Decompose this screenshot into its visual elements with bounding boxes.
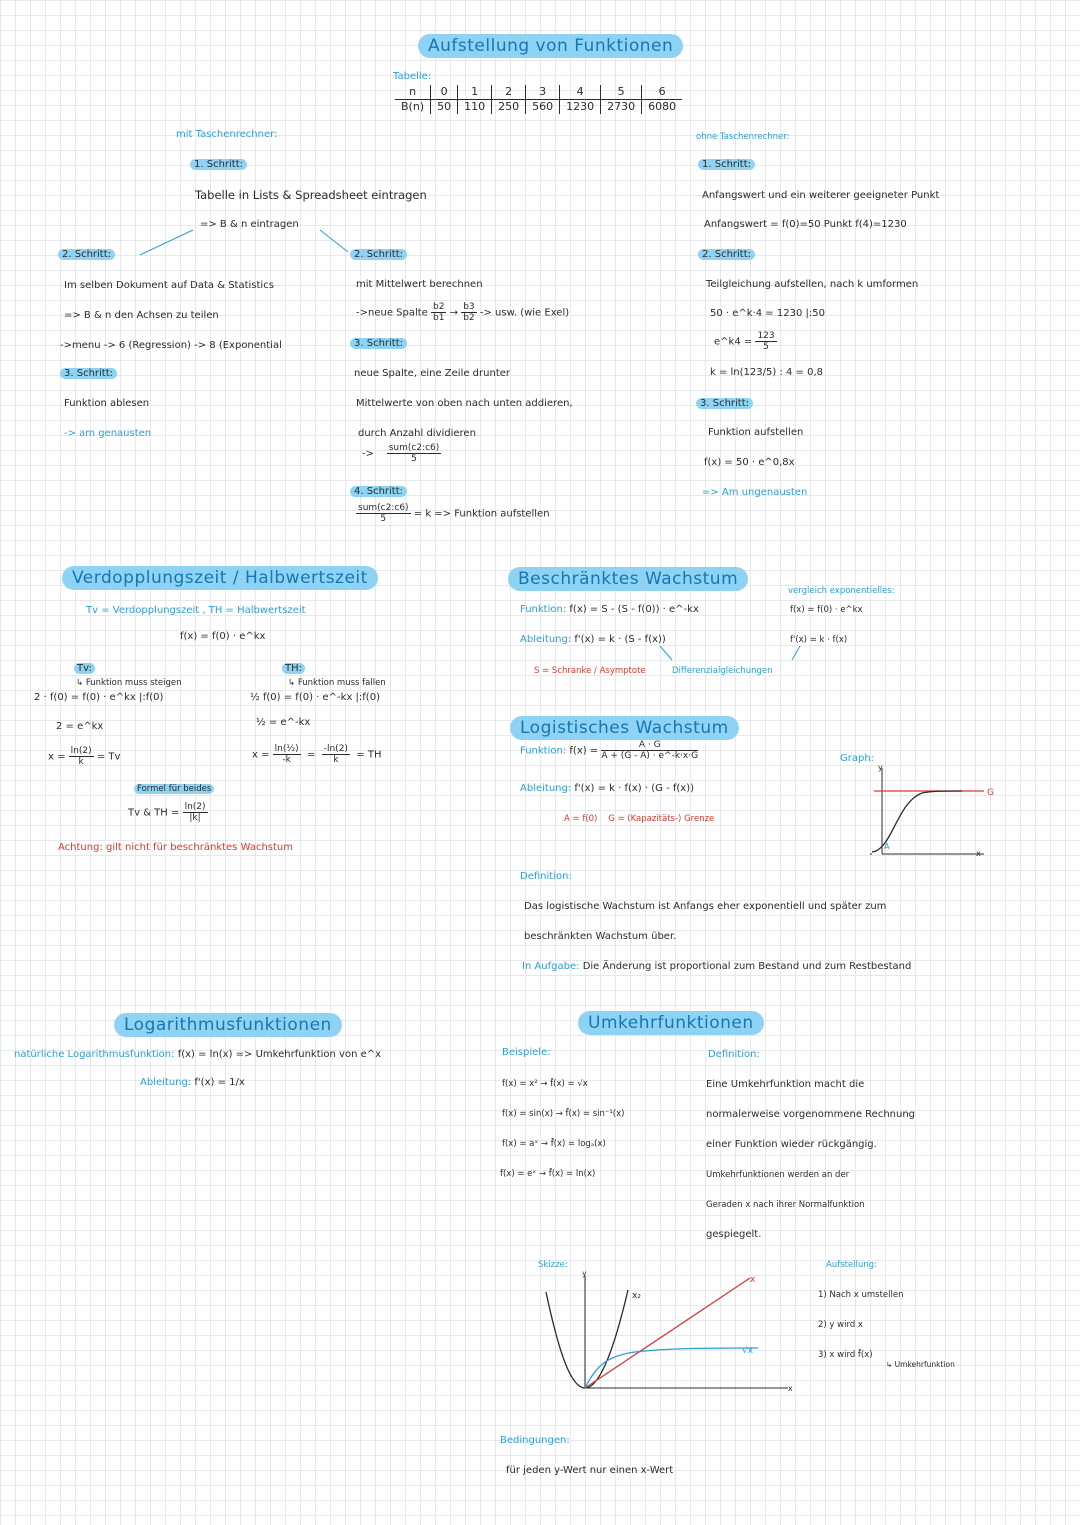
skizze-label: Skizze:	[538, 1260, 568, 1270]
title-logarithmus: Logarithmusfunktionen	[114, 1013, 342, 1037]
fraction: $\frac{\text{ln(½)}}{-k}$	[274, 744, 299, 765]
mit-label: mit Taschenrechner:	[176, 129, 278, 140]
text-line: einer Funktion wieder rückgängig.	[706, 1139, 877, 1150]
text-line: Funktion ablesen	[64, 398, 150, 409]
text-line: f(x) = 50 · e^0,8x	[704, 457, 795, 468]
text-line: 2 = e^kx	[56, 721, 104, 732]
text-line: $\frac{\text{sum(c2:c6)}}{5}$ = k => Funktion aufstellen	[358, 503, 550, 524]
cell: 4	[560, 85, 601, 100]
text-line: f(x) = eˣ → f̄(x) = ln(x)	[500, 1169, 596, 1179]
text-line: f(x) = x² → f̄(x) = √x	[502, 1079, 588, 1089]
text-line: durch Anzahl dividieren	[358, 428, 476, 439]
text-line: => Am ungenausten	[702, 487, 808, 498]
text-line: ↳ Funktion muss steigen	[76, 678, 182, 688]
cell: 2	[492, 85, 526, 100]
text-line: Funktion: f(x) = S - (S - f(0)) · e^-kx	[520, 604, 699, 615]
text-line: Eine Umkehrfunktion macht die	[706, 1079, 865, 1090]
cell: 1	[458, 85, 492, 100]
cell: 110	[458, 100, 492, 115]
fraction: $\frac{-\ln(2)}{k}$	[323, 744, 348, 765]
mit-s1-text: Tabelle in Lists & Spreadsheet eintragen	[195, 188, 427, 202]
text-line: ↳ Funktion muss fallen	[288, 678, 386, 688]
text-line: ->neue Spalte $\frac{b2}{b1}$ → $\frac{b3}{b2}$ -> usw. (wie Exel)	[356, 302, 570, 323]
text-line: x = $\frac{\ln(2)}{k}$ = Tv	[48, 746, 121, 767]
text-line: 2) y wird x	[818, 1320, 863, 1330]
text-line: f(x) = f(0) · e^kx	[180, 631, 266, 642]
cell: 250	[492, 100, 526, 115]
title-umkehr: Umkehrfunktionen	[578, 1011, 764, 1035]
fraction: $\frac{b3}{b2}$	[463, 302, 475, 323]
fraction: $\frac{\ln(2)}{|k|}$	[184, 802, 206, 823]
text-line: Geraden x nach ihrer Normalfunktion	[706, 1200, 865, 1210]
beispiele-label: Beispiele:	[502, 1047, 551, 1058]
text-line: ->menu -> 6 (Regression) -> 8 (Exponential	[60, 340, 282, 351]
tabelle-label: Tabelle:	[393, 71, 432, 82]
cell: 6	[642, 85, 683, 100]
step-badge: Formel für beides	[134, 784, 214, 794]
fraction: $\frac{b2}{b1}$	[433, 302, 445, 323]
label-x2: x₂	[632, 1291, 641, 1301]
cell: 3	[526, 85, 560, 100]
text-line: Im selben Dokument auf Data & Statistics	[64, 280, 274, 291]
text-line: A = f(0) G = (Kapazitäts-) Grenze	[564, 814, 715, 824]
text-line: für jeden y-Wert nur einen x-Wert	[506, 1465, 674, 1476]
text-line: Differenzialgleichungen	[672, 666, 773, 676]
text-line: x = $\frac{\text{ln(½)}}{-k}$ = $\frac{-\ln(2)}{k}$ = TH	[252, 744, 382, 765]
label-y: y	[582, 1269, 587, 1278]
text-fragment: ->neue Spalte	[356, 307, 428, 319]
cell: 1230	[560, 100, 601, 115]
text-line: Ableitung: f'(x) = k · f(x) · (G - f(x))	[520, 783, 694, 794]
text-line: Anfangswert und ein weiterer geeigneter Punkt	[702, 190, 940, 201]
warning-text: Achtung: gilt nicht für beschränktes Wachstum	[58, 842, 293, 853]
title-aufstellung: Aufstellung von Funktionen	[418, 34, 683, 58]
text-line: 1) Nach x umstellen	[818, 1290, 904, 1300]
graph-a-label: A	[884, 842, 890, 851]
text-line: 2 · f(0) = f(0) · e^kx |:f(0)	[34, 692, 164, 703]
text-line: 3) x wird f̄(x)	[818, 1350, 873, 1360]
text-line: f'(x) = k · f(x)	[790, 635, 848, 645]
fraction: $\frac{\text{sum(c2:c6)}}{5}$	[388, 443, 440, 464]
label-x: x	[750, 1275, 756, 1285]
def-label: Definition:	[520, 871, 572, 882]
text-line: S = Schranke / Asymptote	[534, 666, 646, 676]
step-badge: Tv:	[74, 663, 95, 674]
step-badge: 2. Schritt:	[58, 249, 115, 260]
row-label-b: B(n)	[395, 100, 431, 115]
aufstellung-label: Aufstellung:	[826, 1260, 877, 1270]
text-line: Das logistische Wachstum ist Anfangs eher exponentiell und später zum	[524, 901, 887, 912]
step-badge: 2. Schritt:	[698, 249, 755, 260]
logistic-graph	[862, 762, 992, 862]
text-line: vergleich exponentielles:	[788, 586, 895, 596]
bedingungen-label: Bedingungen:	[500, 1435, 570, 1446]
text-line: Funktion aufstellen	[708, 427, 804, 438]
text-line: In Aufgabe: Die Änderung ist proportional zum Bestand und zum Restbestand	[522, 961, 912, 972]
cell: 2730	[601, 100, 642, 115]
step-badge: TH:	[282, 663, 305, 674]
step-badge: 1. Schritt:	[698, 159, 755, 170]
text-line: gespiegelt.	[706, 1229, 762, 1240]
fraction: $\frac{\text{sum(c2:c6)}}{5}$	[358, 503, 409, 524]
text-line: neue Spalte, eine Zeile drunter	[354, 368, 511, 379]
text-line: Tv & TH = $\frac{\ln(2)}{|k|}$	[128, 802, 206, 823]
title-beschraenkt: Beschränktes Wachstum	[508, 567, 748, 591]
text-line: ½ = e^-kx	[256, 717, 311, 728]
graph-x-label: x	[976, 849, 981, 858]
text-line: Umkehrfunktionen werden an der	[706, 1170, 850, 1180]
graph-g-label: G	[987, 788, 994, 798]
text-line: ½ f(0) = f(0) · e^-kx |:f(0)	[250, 692, 380, 703]
text-line: normalerweise vorgenommene Rechnung	[706, 1109, 916, 1120]
text-fragment: -> usw. (wie Exel)	[479, 307, 570, 319]
text-line: natürliche Logarithmusfunktion: f(x) = ln(x) => Umkehrfunktion von e^x	[14, 1049, 382, 1060]
text-line: mit Mittelwert berechnen	[356, 279, 483, 290]
cell: 560	[526, 100, 560, 115]
text-line: => B & n den Achsen zu teilen	[64, 310, 219, 321]
text-line: ↳ Umkehrfunktion	[886, 1360, 955, 1369]
mit-s1-sub: => B & n eintragen	[200, 219, 299, 230]
label-sqrt: √x	[742, 1346, 754, 1356]
text-line: f(x) = aˣ → f̄(x) = logₐ(x)	[502, 1139, 606, 1149]
text-line: e^k4 = $\frac{123}{5}$	[714, 331, 775, 352]
cell: 50	[431, 100, 458, 115]
text-line: -> am genausten	[64, 428, 152, 439]
step-badge: 3. Schritt:	[696, 398, 753, 409]
cell: 5	[601, 85, 642, 100]
graph-label: Graph:	[840, 753, 875, 764]
text-line: Anfangswert = f(0)=50 Punkt f(4)=1230	[704, 219, 907, 230]
text-line: f(x) = sin(x) → f̄(x) = sin⁻¹(x)	[502, 1109, 625, 1119]
step-badge: 3. Schritt:	[60, 368, 117, 379]
label-xaxis: x	[788, 1384, 793, 1393]
title-logistisch: Logistisches Wachstum	[510, 716, 739, 740]
row-label-n: n	[395, 85, 431, 100]
title-verdopplung: Verdopplungszeit / Halbwertszeit	[62, 566, 378, 590]
ohne-label: ohne Taschenrechner:	[696, 132, 790, 142]
text-line: Mittelwerte von oben nach unten addieren,	[356, 398, 573, 409]
cell: 0	[431, 85, 458, 100]
text-line: f(x) = f(0) · e^kx	[790, 605, 863, 615]
text-line: -> $\frac{\text{sum(c2:c6)}}{5}$	[362, 443, 440, 464]
cell: 6080	[642, 100, 683, 115]
text-line: Funktion: f(x) = $\frac{A \cdot G}{A + (G - A) \cdot e\^{}-k\cdot x\cdot G}$	[520, 740, 699, 761]
def-label: Definition:	[708, 1049, 760, 1060]
inverse-sketch	[540, 1268, 800, 1398]
step-badge: 3. Schritt:	[350, 338, 407, 349]
text-line: Teilgleichung aufstellen, nach k umformen	[706, 279, 919, 290]
value-table	[395, 85, 682, 114]
fraction: $\frac{123}{5}$	[757, 331, 775, 352]
text-line: Ableitung: f'(x) = 1/x	[140, 1077, 245, 1088]
text-line: Tv = Verdopplungszeit , TH = Halbwertszeit	[86, 605, 306, 616]
text-line: Ableitung: f'(x) = k · (S - f(x))	[520, 634, 666, 645]
graph-y-label: y	[878, 763, 883, 772]
step-badge: 1. Schritt:	[190, 159, 247, 170]
step-badge: 2. Schritt:	[350, 249, 407, 260]
fraction: $\frac{A \cdot G}{A + (G - A) \cdot e\^{}-k\cdot x\cdot G}$	[601, 740, 699, 761]
text-line: beschränkten Wachstum über.	[524, 931, 677, 942]
fraction: $\frac{\ln(2)}{k}$	[70, 746, 92, 767]
step-badge: 4. Schritt:	[350, 486, 407, 497]
text-line: 50 · e^k·4 = 1230 |:50	[710, 308, 825, 319]
text-line: k = ln(123/5) : 4 = 0,8	[710, 367, 823, 378]
